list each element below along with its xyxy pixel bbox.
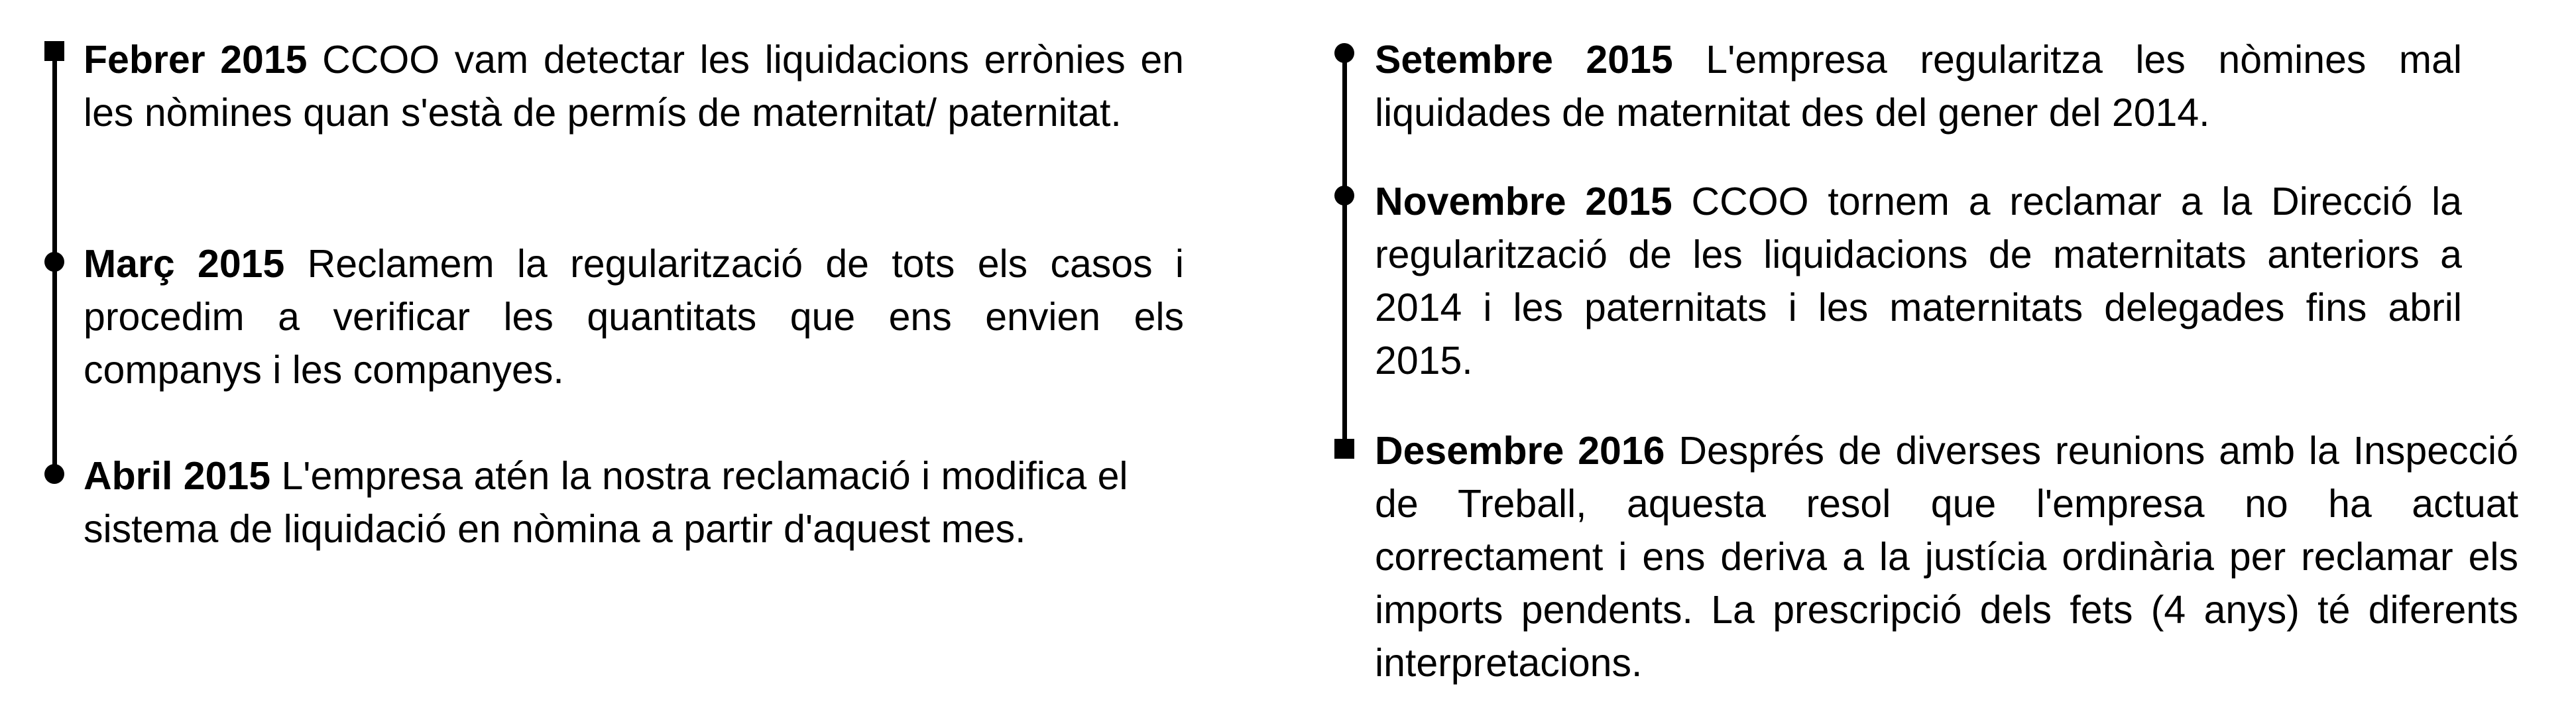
timeline-entry xyxy=(84,33,1184,139)
entry-date: Febrer 2015 xyxy=(84,38,308,82)
timeline-right-line xyxy=(1342,53,1347,451)
entry-date: Setembre 2015 xyxy=(1375,38,1673,82)
timeline-entry xyxy=(1375,424,2518,689)
timeline-marker-square-icon xyxy=(1334,439,1354,459)
entry-text: CCOO tornem a reclamar a la Direcció la regularització de les liquidacions de maternitats anteriors a 2014 i les paternitats i les maternitats delegades fins abril 2015. xyxy=(1375,180,2462,382)
entry-text: Reclamem la regularització de tots els casos i procedim a verificar les quantitats que ens envien els companys i les companyes. xyxy=(84,242,1184,392)
entry-date: Març 2015 xyxy=(84,242,285,286)
timeline-entry xyxy=(1375,175,2462,387)
timeline-marker-dot-icon xyxy=(1334,186,1354,205)
entry-text: L'empresa atén la nostra reclamació i modifica el sistema de liquidació en nòmina a partir d'aquest mes. xyxy=(84,454,1128,551)
entry-text: Després de diverses reunions amb la Inspecció de Treball, aquesta resol que l'empresa no ha actuat correctament i ens deriva a la justícia ordinària per reclamar els imports pendents. La prescripció dels fets (4 anys) té diferents interpretacions. xyxy=(1375,429,2518,685)
timeline-marker-square-icon xyxy=(44,41,64,61)
timeline-entry xyxy=(84,449,1184,556)
entry-text: L'empresa regularitza les nòmines mal liquidades de maternitat des del gener del 2014. xyxy=(1375,38,2462,135)
timeline-marker-dot-icon xyxy=(1334,43,1354,63)
entry-text: CCOO vam detectar les liquidacions errònies en les nòmines quan s'està de permís de maternitat/ paternitat. xyxy=(84,38,1184,135)
entry-date: Desembre 2016 xyxy=(1375,429,1665,473)
entry-date: Novembre 2015 xyxy=(1375,180,1672,223)
timeline-marker-dot-icon xyxy=(44,252,64,272)
timeline-entry xyxy=(1375,33,2462,139)
timeline-marker-dot-icon xyxy=(44,464,64,484)
timeline-entry xyxy=(84,237,1184,396)
entry-date: Abril 2015 xyxy=(84,454,271,498)
